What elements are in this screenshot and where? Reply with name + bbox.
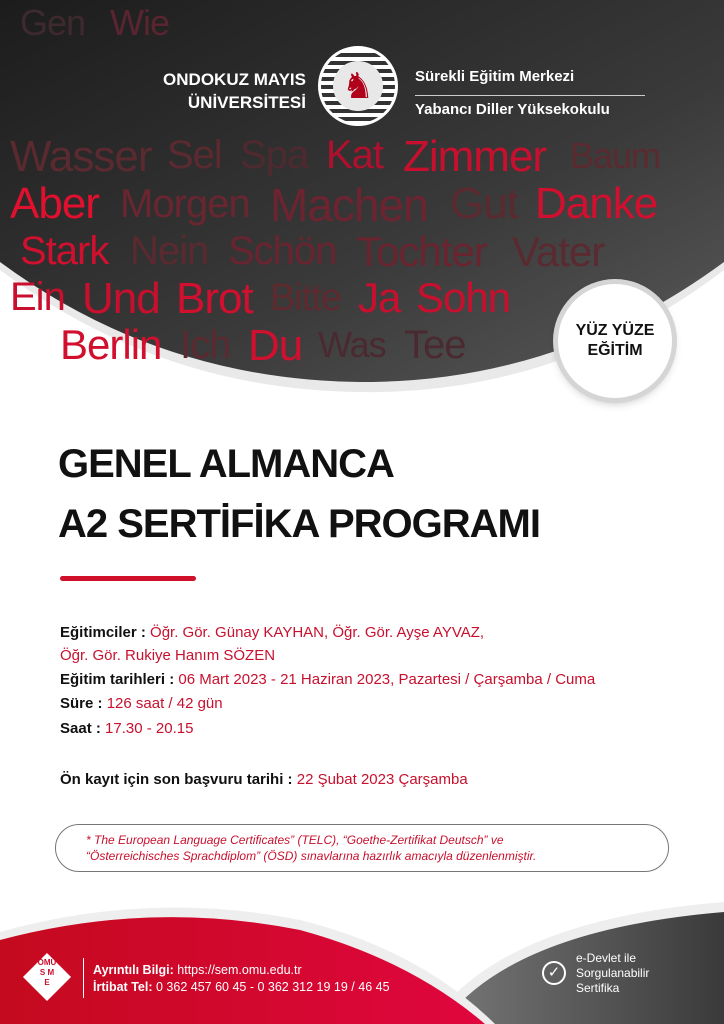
- page-title-line2: A2 SERTİFİKA PROGRAMI: [58, 502, 540, 546]
- label: İrtibat Tel:: [93, 980, 153, 994]
- exam-note: [55, 824, 669, 872]
- word: Stark: [20, 229, 109, 273]
- check-circle-icon: ✓: [542, 961, 566, 985]
- word: Bitte: [270, 277, 342, 319]
- value: Öğr. Gör. Günay KAYHAN, Öğr. Gör. Ayşe AYVAZ,: [150, 624, 485, 641]
- university-line1: ONDOKUZ MAYIS: [163, 70, 306, 89]
- horse-rider-icon: ♞: [333, 61, 383, 111]
- word: Sohn: [416, 274, 511, 321]
- trainers-row: [60, 624, 484, 641]
- unit-name-1: Sürekli Eğitim Merkezi: [415, 68, 575, 85]
- label: Süre :: [60, 695, 103, 712]
- deadline-row: [60, 771, 468, 788]
- badge-line2: EĞİTİM: [587, 342, 643, 359]
- word: Ein: [10, 275, 65, 319]
- duration-row: [60, 695, 223, 712]
- word: Was: [318, 324, 386, 365]
- word: Wasser: [10, 132, 152, 181]
- word: Brot: [176, 274, 253, 323]
- word: Und: [82, 274, 160, 323]
- edevlet-line2: Sorgulanabilir: [576, 966, 650, 980]
- word: Morgen: [120, 182, 250, 226]
- dates-row: [60, 671, 595, 688]
- label: Saat :: [60, 720, 101, 737]
- note-line2: “Österreichisches Sprachdiplom” (ÖSD) sınavlarına hazırlık amacıyla düzenlenmiştir.: [86, 849, 537, 863]
- word: Du: [248, 321, 303, 370]
- word: Ja: [358, 274, 401, 321]
- university-line2: ÜNİVERSİTESİ: [187, 93, 306, 112]
- university-name: [163, 68, 306, 114]
- label: Ön kayıt için son başvuru tarihi :: [60, 771, 293, 788]
- face-to-face-badge: [558, 284, 672, 398]
- word: Gut: [450, 179, 518, 228]
- value: 06 Mart 2023 - 21 Haziran 2023, Pazartesi / Çarşamba / Cuma: [178, 671, 596, 688]
- trainers-row-2: Öğr. Gör. Rukiye Hanım SÖZEN: [60, 647, 276, 664]
- word: Baum: [570, 135, 661, 176]
- note-line1: * The European Language Certificates” (TELC), “Goethe-Zertifikat Deutsch” ve: [86, 833, 504, 847]
- word: Gen: [20, 2, 86, 43]
- word: Aber: [10, 179, 99, 228]
- word: Schön: [228, 229, 337, 273]
- phone-numbers: 0 362 457 60 45 - 0 362 312 19 19 / 46 45: [155, 980, 390, 994]
- divider: [415, 95, 645, 96]
- word: Vater: [512, 228, 605, 275]
- edevlet-line1: e-Devlet ile: [576, 951, 637, 965]
- word: Ich: [180, 323, 231, 367]
- word: Wie: [110, 2, 169, 43]
- word: Kat: [326, 133, 384, 177]
- university-seal: [318, 46, 398, 126]
- time-row: [60, 720, 193, 737]
- logo-letter: E: [44, 978, 50, 987]
- tel-row: [93, 979, 390, 996]
- label: Eğitim tarihleri :: [60, 671, 175, 688]
- info-row: [93, 962, 302, 979]
- word: Zimmer: [403, 132, 547, 181]
- word: Nein: [130, 229, 209, 273]
- word: Tee: [404, 323, 466, 367]
- page-title-line1: GENEL ALMANCA: [58, 442, 394, 486]
- badge-line1: YÜZ YÜZE: [575, 322, 655, 339]
- divider: [83, 958, 84, 998]
- label: Ayrıntılı Bilgi:: [93, 963, 174, 977]
- logo-letter: M: [47, 968, 55, 977]
- website-link[interactable]: https://sem.omu.edu.tr: [177, 963, 302, 977]
- edevlet-text: [576, 951, 649, 996]
- logo-letter: ÖMÜ: [37, 958, 57, 967]
- edevlet-line3: Sertifika: [576, 981, 620, 995]
- label: Eğitimciler :: [60, 624, 146, 641]
- title-underline: [60, 576, 196, 581]
- word: Machen: [270, 179, 428, 231]
- value: 22 Şubat 2023 Çarşamba: [296, 771, 468, 788]
- word: Berlin: [60, 321, 162, 368]
- word: Danke: [535, 179, 658, 228]
- value: 126 saat / 42 gün: [106, 695, 223, 712]
- word: Spa: [240, 133, 309, 177]
- unit-name-2: Yabancı Diller Yüksekokulu: [415, 101, 610, 118]
- logo-letter: S: [39, 968, 46, 977]
- word: Sel: [167, 133, 222, 177]
- word: Tochter: [356, 228, 487, 275]
- value: 17.30 - 20.15: [105, 720, 194, 737]
- sem-logo-letters: [26, 958, 68, 988]
